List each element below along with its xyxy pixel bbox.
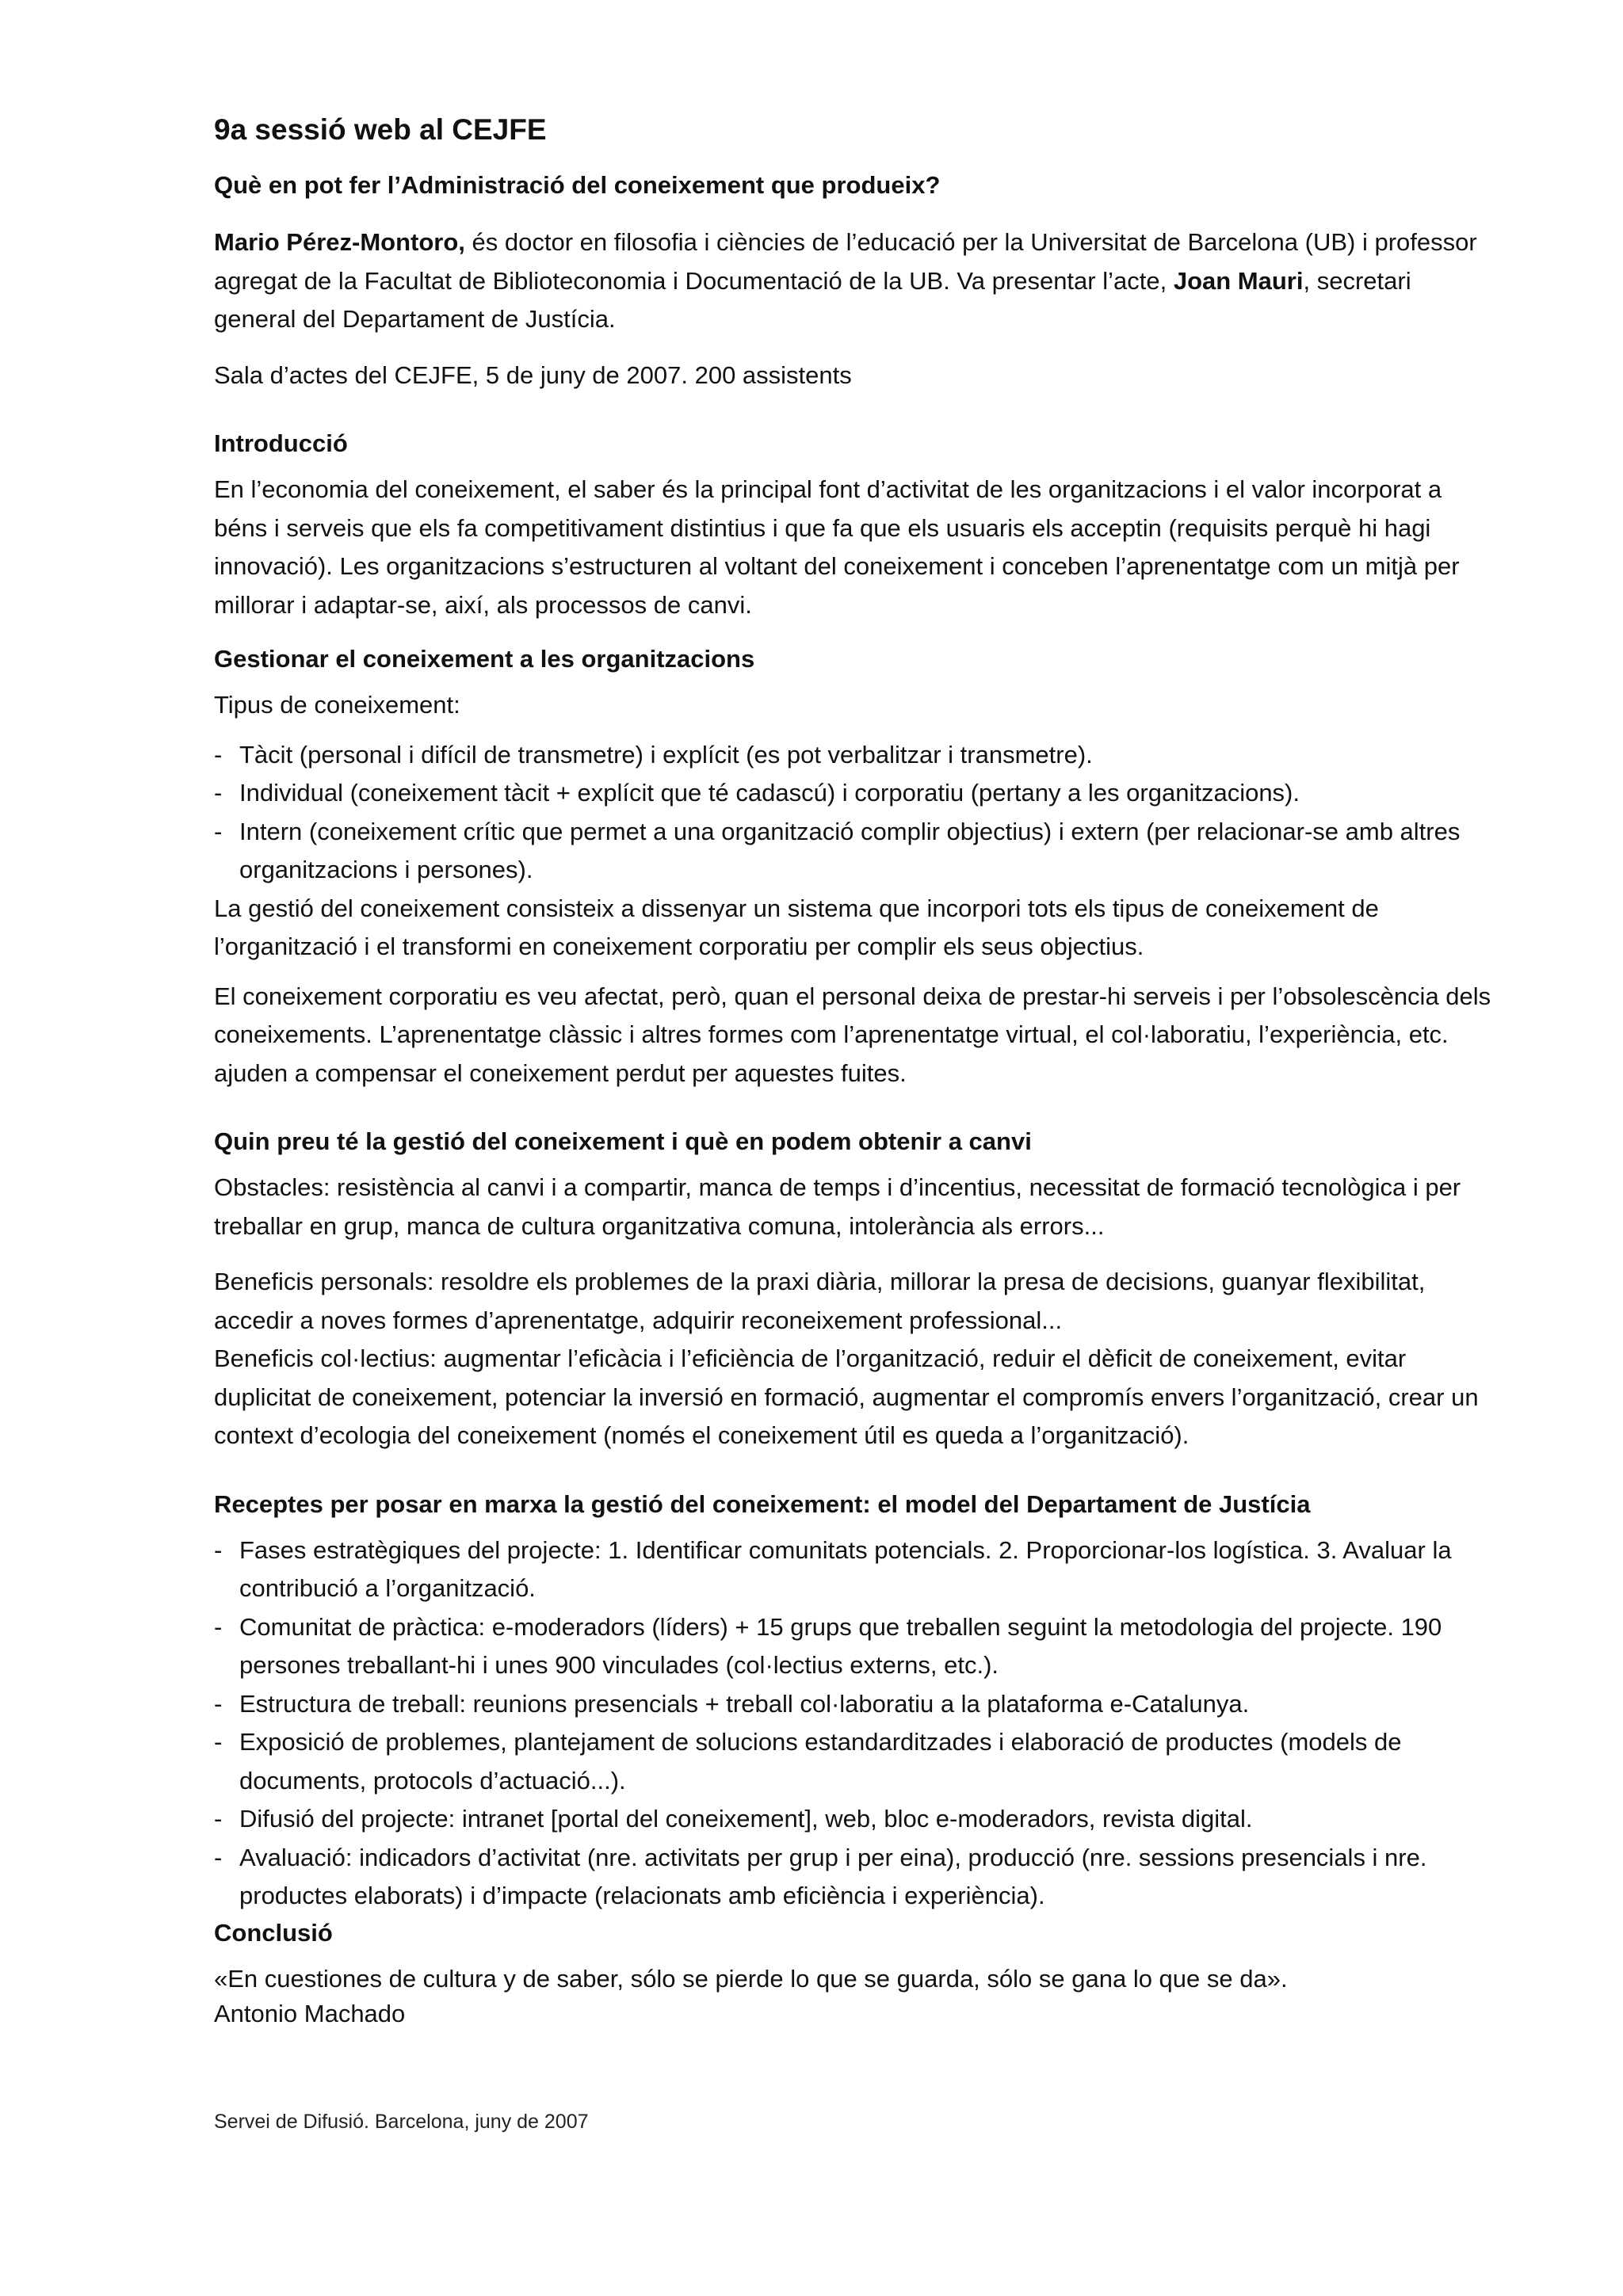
section-heading-gestionar: Gestionar el coneixement a les organitzacions (214, 645, 755, 673)
document-page (214, 113, 1498, 2030)
obstacles-paragraph: Obstacles: resistència al canvi i a compartir, manca de temps i d’incentius, necessitat de formació tecnològica i per treballar en grup, manca de cultura organitzativa comuna, intolerància als errors... (214, 1173, 1461, 1240)
list-item: - Comunitat de pràctica: e-moderadors (líders) + 15 grups que treballen seguint la metodologia del projecte. 190 persones treballant-hi i unes 900 vinculades (col·lectius externs, etc.). (214, 1608, 1498, 1685)
speaker-paragraph (214, 223, 1498, 339)
list-item: - Estructura de treball: reunions presencials + treball col·laboratiu a la plataforma e-Catalunya. (214, 1685, 1498, 1724)
quote-author: Antonio Machado (214, 2000, 406, 2027)
collective-benefits-paragraph: Beneficis col·lectius: augmentar l’eficàcia i l’eficiència de l’organització, reduir el dèficit de coneixement, evitar duplicitat de coneixement, potenciar la inversió en formació, augmentar el compromís envers l’organització, crear un context d’ecologia del coneixement (només el coneixement útil es queda a l’organització). (214, 1344, 1479, 1449)
introduccio-paragraph: En l’economia del coneixement, el saber és la principal font d’activitat de les organitzacions i el valor incorporat a béns i serveis que els fa competitivament distintius i que fa que els usuaris els acceptin (requisits perquè hi hagi innovació). Les organitzacions s’estructuren al voltant del coneixement i conceben l’aprenentatge com un mitjà per millorar i adaptar-se, així, als processos de canvi. (214, 475, 1460, 619)
list-item: - Intern (coneixement crític que permet a una organització complir objectius) i extern (per relacionar-se amb altres organitzacions i persones). (214, 813, 1498, 890)
venue-line: Sala d’actes del CEJFE, 5 de juny de 2007. 200 assistents (214, 360, 852, 389)
conclusion-quote: «En cuestiones de cultura y de saber, sólo se pierde lo que se guarda, sólo se gana lo que se da». (214, 1964, 1288, 1993)
list-item: - Fases estratègiques del projecte: 1. Identificar comunitats potencials. 2. Proporcionar-los logística. 3. Avaluar la contribució a l’organització. (214, 1531, 1498, 1608)
list-item: - Individual (coneixement tàcit + explícit que té cadascú) i corporatiu (pertany a les organitzacions). (214, 774, 1498, 813)
list-item: - Exposició de problemes, plantejament de solucions estandarditzades i elaboració de productes (models de documents, protocols d’actuació...). (214, 1723, 1498, 1800)
document-title: 9a sessió web al CEJFE (214, 113, 547, 146)
gestionar-paragraph-2: El coneixement corporatiu es veu afectat, però, quan el personal deixa de prestar-hi serveis i per l’obsolescència dels coneixements. L’aprenentatge clàssic i altres formes com l’aprenentatge virtual, el col·laboratiu, l’experiència, etc. ajuden a compensar el coneixement perdut per aquestes fuites. (214, 982, 1491, 1087)
presenter-text: , secretari general del Departament de Justícia. (214, 266, 1411, 333)
gestionar-lead: Tipus de coneixement: (214, 691, 460, 719)
presenter-name: Joan Mauri (1173, 266, 1304, 295)
speaker-text: és doctor en filosofia i ciències de l’educació per la Universitat de Barcelona (UB) i professor agregat de la Facultat de Biblioteconomia i Documentació de la UB. Va presentar l’acte, (214, 228, 1477, 295)
personal-benefits-paragraph: Beneficis personals: resoldre els problemes de la praxi diària, millorar la presa de decisions, guanyar flexibilitat, accedir a noves formes d’aprenentatge, adquirir reconeixement professional... (214, 1268, 1426, 1334)
list-item: - Difusió del projecte: intranet [portal del coneixement], web, bloc e-moderadors, revista digital. (214, 1800, 1498, 1839)
knowledge-types-list (214, 736, 1498, 890)
speaker-name: Mario Pérez-Montoro, (214, 228, 465, 256)
gestionar-paragraph-1: La gestió del coneixement consisteix a dissenyar un sistema que incorpori tots els tipus de coneixement de l’organització i el transformi en coneixement corporatiu per complir els seus objectius. (214, 894, 1379, 960)
list-item: - Avaluació: indicadors d’activitat (nre. activitats per grup i per eina), producció (nre. sessions presencials i nre. productes elaborats) i d’impacte (relacionats amb eficiència i experiència). (214, 1839, 1498, 1916)
page-footer: Servei de Difusió. Barcelona, juny de 2007 (214, 2111, 589, 2133)
section-heading-preu: Quin preu té la gestió del coneixement i què en podem obtenir a canvi (214, 1127, 1032, 1155)
document-subtitle: Què en pot fer l’Administració del coneixement que produeix? (214, 171, 941, 199)
list-item: - Tàcit (personal i difícil de transmetre) i explícit (es pot verbalitzar i transmetre). (214, 736, 1498, 775)
section-heading-receptes: Receptes per posar en marxa la gestió del coneixement: el model del Departament de Justícia (214, 1489, 1311, 1518)
section-heading-conclusio: Conclusió (214, 1918, 333, 1947)
section-heading-introduccio: Introducció (214, 429, 348, 457)
recipes-list (214, 1531, 1498, 1916)
